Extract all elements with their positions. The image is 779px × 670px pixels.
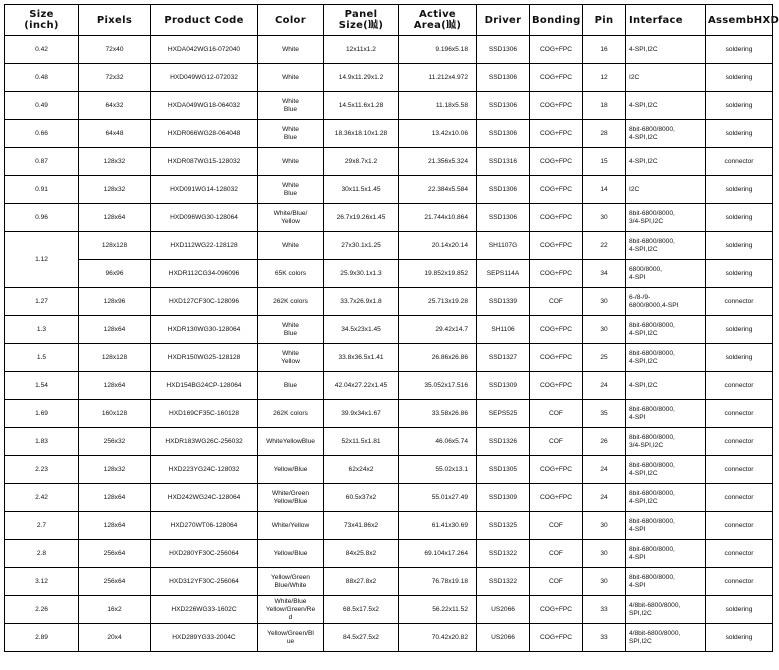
column-header-product-code: Product Code bbox=[151, 5, 258, 36]
cell-interface: 8bit-6800/8000, 4-SPI bbox=[626, 540, 706, 568]
cell-panel-size: 84x25.8x2 bbox=[324, 540, 399, 568]
cell-product-code: HXDA042WG16-072040 bbox=[151, 36, 258, 64]
column-header-interface: Interface bbox=[626, 5, 706, 36]
cell-interface: 8bit-6800/8000, 4-SPI,I2C bbox=[626, 232, 706, 260]
cell-assembly: soldering bbox=[706, 92, 773, 120]
cell-active-area: 21.744x10.864 bbox=[399, 204, 477, 232]
table-row bbox=[5, 372, 773, 400]
cell-pin: 15 bbox=[583, 148, 626, 176]
cell-pin: 24 bbox=[583, 484, 626, 512]
table-row bbox=[5, 288, 773, 316]
cell-active-area: 35.052x17.516 bbox=[399, 372, 477, 400]
cell-size: 0.66 bbox=[5, 120, 79, 148]
cell-panel-size: 60.5x37x2 bbox=[324, 484, 399, 512]
column-header-assembly: AssembHXD bbox=[706, 5, 773, 36]
cell-assembly: soldering bbox=[706, 316, 773, 344]
cell-color: White Blue bbox=[258, 92, 324, 120]
cell-driver: SSD1306 bbox=[477, 92, 530, 120]
cell-pin: 30 bbox=[583, 316, 626, 344]
cell-pixels: 128x32 bbox=[79, 176, 151, 204]
cell-driver: SSD1309 bbox=[477, 372, 530, 400]
cell-interface: 4-SPI,I2C bbox=[626, 148, 706, 176]
column-header-bonding: Bonding bbox=[530, 5, 583, 36]
cell-size: 0.42 bbox=[5, 36, 79, 64]
cell-pin: 35 bbox=[583, 400, 626, 428]
cell-active-area: 26.86x26.86 bbox=[399, 344, 477, 372]
cell-color: Blue bbox=[258, 372, 324, 400]
table-row bbox=[5, 624, 773, 652]
cell-bonding: COG+FPC bbox=[530, 148, 583, 176]
table-row bbox=[5, 316, 773, 344]
cell-assembly: connector bbox=[706, 568, 773, 596]
cell-color: Yellow/Green Blue/White bbox=[258, 568, 324, 596]
cell-assembly: soldering bbox=[706, 176, 773, 204]
cell-product-code: HXDR112CG34-096096 bbox=[151, 260, 258, 288]
cell-driver: SSD1306 bbox=[477, 36, 530, 64]
cell-interface: 6-/8-/9- 6800/8000,4-SPI bbox=[626, 288, 706, 316]
table-row bbox=[5, 204, 773, 232]
cell-driver: SEPS114A bbox=[477, 260, 530, 288]
cell-bonding: COG+FPC bbox=[530, 484, 583, 512]
cell-interface: 4-SPI,I2C bbox=[626, 372, 706, 400]
cell-pin: 14 bbox=[583, 176, 626, 204]
cell-active-area: 76.78x19.18 bbox=[399, 568, 477, 596]
cell-product-code: HXDA049WG18-064032 bbox=[151, 92, 258, 120]
cell-assembly: soldering bbox=[706, 204, 773, 232]
cell-active-area: 70.42x20.82 bbox=[399, 624, 477, 652]
table-row bbox=[5, 36, 773, 64]
cell-product-code: HXDR087WG15-128032 bbox=[151, 148, 258, 176]
cell-bonding: COF bbox=[530, 568, 583, 596]
cell-pixels: 128x64 bbox=[79, 372, 151, 400]
table-row bbox=[5, 484, 773, 512]
cell-size: 0.91 bbox=[5, 176, 79, 204]
cell-bonding: COG+FPC bbox=[530, 456, 583, 484]
cell-panel-size: 52x11.5x1.81 bbox=[324, 428, 399, 456]
cell-panel-size: 27x30.1x1.25 bbox=[324, 232, 399, 260]
column-header-panel-size: Panel Size(㍢) bbox=[324, 5, 399, 36]
cell-interface: 4/8bit-6800/8000, SPI,I2C bbox=[626, 596, 706, 624]
cell-active-area: 11.212x4.972 bbox=[399, 64, 477, 92]
cell-product-code: HXD049WG12-072032 bbox=[151, 64, 258, 92]
cell-pixels: 20x4 bbox=[79, 624, 151, 652]
cell-driver: SSD1306 bbox=[477, 176, 530, 204]
cell-pixels: 128x128 bbox=[79, 232, 151, 260]
cell-size: 0.96 bbox=[5, 204, 79, 232]
cell-active-area: 9.196x5.18 bbox=[399, 36, 477, 64]
cell-panel-size: 25.9x30.1x1.3 bbox=[324, 260, 399, 288]
cell-size: 1.27 bbox=[5, 288, 79, 316]
column-header-driver: Driver bbox=[477, 5, 530, 36]
cell-driver: SH1107G bbox=[477, 232, 530, 260]
cell-product-code: HXD096WG30-128064 bbox=[151, 204, 258, 232]
table-row bbox=[5, 92, 773, 120]
cell-pin: 24 bbox=[583, 372, 626, 400]
cell-panel-size: 73x41.86x2 bbox=[324, 512, 399, 540]
cell-product-code: HXD223YG24C-128032 bbox=[151, 456, 258, 484]
cell-pin: 30 bbox=[583, 512, 626, 540]
cell-panel-size: 30x11.5x1.45 bbox=[324, 176, 399, 204]
cell-pin: 16 bbox=[583, 36, 626, 64]
cell-color: Yellow/Blue bbox=[258, 540, 324, 568]
cell-product-code: HXDR066WG28-064048 bbox=[151, 120, 258, 148]
cell-assembly: soldering bbox=[706, 344, 773, 372]
table-row bbox=[5, 120, 773, 148]
cell-size: 2.42 bbox=[5, 484, 79, 512]
cell-color: White Blue bbox=[258, 176, 324, 204]
cell-panel-size: 34.5x23x1.45 bbox=[324, 316, 399, 344]
cell-interface: 8bit-6800/8000, 4-SPI bbox=[626, 400, 706, 428]
cell-pin: 12 bbox=[583, 64, 626, 92]
cell-bonding: COG+FPC bbox=[530, 344, 583, 372]
cell-driver: SSD1322 bbox=[477, 540, 530, 568]
spec-table-body bbox=[5, 36, 773, 652]
cell-pixels: 128x64 bbox=[79, 512, 151, 540]
column-header-pixels: Pixels bbox=[79, 5, 151, 36]
cell-pin: 30 bbox=[583, 568, 626, 596]
cell-panel-size: 26.7x19.26x1.45 bbox=[324, 204, 399, 232]
cell-bonding: COG+FPC bbox=[530, 372, 583, 400]
cell-interface: I2C bbox=[626, 176, 706, 204]
cell-bonding: COG+FPC bbox=[530, 120, 583, 148]
cell-driver: SSD1322 bbox=[477, 568, 530, 596]
cell-assembly: soldering bbox=[706, 64, 773, 92]
cell-size: 1.83 bbox=[5, 428, 79, 456]
table-row bbox=[5, 64, 773, 92]
cell-interface: 8bit-6800/8000, 4-SPI,I2C bbox=[626, 484, 706, 512]
cell-color: White Yellow bbox=[258, 344, 324, 372]
cell-panel-size: 33.8x36.5x1.41 bbox=[324, 344, 399, 372]
oled-spec-table bbox=[4, 4, 779, 652]
cell-bonding: COG+FPC bbox=[530, 624, 583, 652]
cell-panel-size: 62x24x2 bbox=[324, 456, 399, 484]
cell-bonding: COG+FPC bbox=[530, 92, 583, 120]
cell-product-code: HXD270WT06-128064 bbox=[151, 512, 258, 540]
cell-pin: 26 bbox=[583, 428, 626, 456]
cell-product-code: HXD242WG24C-128064 bbox=[151, 484, 258, 512]
cell-panel-size: 29x8.7x1.2 bbox=[324, 148, 399, 176]
table-row bbox=[5, 344, 773, 372]
cell-size: 1.3 bbox=[5, 316, 79, 344]
cell-active-area: 61.41x30.69 bbox=[399, 512, 477, 540]
cell-driver: SSD1326 bbox=[477, 428, 530, 456]
cell-pixels: 96x96 bbox=[79, 260, 151, 288]
cell-product-code: HXDR150WG25-128128 bbox=[151, 344, 258, 372]
cell-size: 1.69 bbox=[5, 400, 79, 428]
cell-size: 2.23 bbox=[5, 456, 79, 484]
cell-color: Yellow/Blue bbox=[258, 456, 324, 484]
cell-bonding: COG+FPC bbox=[530, 64, 583, 92]
column-header-pin: Pin bbox=[583, 5, 626, 36]
cell-color: 65K colors bbox=[258, 260, 324, 288]
cell-active-area: 25.713x19.28 bbox=[399, 288, 477, 316]
cell-color: White bbox=[258, 36, 324, 64]
cell-pin: 18 bbox=[583, 92, 626, 120]
cell-interface: 8bit-6800/8000, 4-SPI bbox=[626, 512, 706, 540]
cell-pin: 24 bbox=[583, 456, 626, 484]
cell-product-code: HXD112WG22-128128 bbox=[151, 232, 258, 260]
cell-pin: 22 bbox=[583, 232, 626, 260]
cell-bonding: COG+FPC bbox=[530, 596, 583, 624]
cell-color: White/Yellow bbox=[258, 512, 324, 540]
cell-pixels: 256x32 bbox=[79, 428, 151, 456]
cell-assembly: connector bbox=[706, 148, 773, 176]
cell-bonding: COF bbox=[530, 428, 583, 456]
cell-bonding: COG+FPC bbox=[530, 316, 583, 344]
table-row bbox=[5, 596, 773, 624]
cell-active-area: 55.01x27.49 bbox=[399, 484, 477, 512]
cell-assembly: soldering bbox=[706, 36, 773, 64]
cell-panel-size: 14.5x11.6x1.28 bbox=[324, 92, 399, 120]
cell-interface: 4-SPI,I2C bbox=[626, 36, 706, 64]
cell-product-code: HXD312YF30C-256064 bbox=[151, 568, 258, 596]
cell-pixels: 64x48 bbox=[79, 120, 151, 148]
cell-pixels: 160x128 bbox=[79, 400, 151, 428]
cell-bonding: COF bbox=[530, 540, 583, 568]
cell-pin: 28 bbox=[583, 120, 626, 148]
cell-panel-size: 68.5x17.5x2 bbox=[324, 596, 399, 624]
cell-panel-size: 14.9x11.29x1.2 bbox=[324, 64, 399, 92]
cell-color: White/Green Yellow/Blue bbox=[258, 484, 324, 512]
cell-color: White bbox=[258, 148, 324, 176]
cell-assembly: connector bbox=[706, 372, 773, 400]
cell-product-code: HXD091WG14-128032 bbox=[151, 176, 258, 204]
cell-size: 3.12 bbox=[5, 568, 79, 596]
cell-bonding: COF bbox=[530, 512, 583, 540]
cell-driver: SSD1327 bbox=[477, 344, 530, 372]
cell-assembly: connector bbox=[706, 428, 773, 456]
column-header-color: Color bbox=[258, 5, 324, 36]
cell-pin: 30 bbox=[583, 204, 626, 232]
cell-size: 2.8 bbox=[5, 540, 79, 568]
table-row bbox=[5, 568, 773, 596]
cell-panel-size: 12x11x1.2 bbox=[324, 36, 399, 64]
cell-pixels: 256x64 bbox=[79, 540, 151, 568]
cell-driver: SSD1316 bbox=[477, 148, 530, 176]
cell-active-area: 55.02x13.1 bbox=[399, 456, 477, 484]
cell-panel-size: 84.5x27.5x2 bbox=[324, 624, 399, 652]
cell-assembly: connector bbox=[706, 288, 773, 316]
cell-size: 2.26 bbox=[5, 596, 79, 624]
cell-assembly: soldering bbox=[706, 232, 773, 260]
cell-size: 0.49 bbox=[5, 92, 79, 120]
table-row bbox=[5, 232, 773, 260]
cell-assembly: soldering bbox=[706, 260, 773, 288]
cell-pin: 25 bbox=[583, 344, 626, 372]
cell-interface: I2C bbox=[626, 64, 706, 92]
cell-bonding: COG+FPC bbox=[530, 204, 583, 232]
cell-pixels: 16x2 bbox=[79, 596, 151, 624]
cell-bonding: COG+FPC bbox=[530, 176, 583, 204]
cell-interface: 8bit-6800/8000, 4-SPI,I2C bbox=[626, 316, 706, 344]
cell-active-area: 29.42x14.7 bbox=[399, 316, 477, 344]
cell-bonding: COG+FPC bbox=[530, 232, 583, 260]
cell-panel-size: 39.9x34x1.67 bbox=[324, 400, 399, 428]
cell-product-code: HXD289YG33-2004C bbox=[151, 624, 258, 652]
cell-assembly: connector bbox=[706, 484, 773, 512]
cell-pixels: 72x32 bbox=[79, 64, 151, 92]
cell-pixels: 256x64 bbox=[79, 568, 151, 596]
cell-color: White bbox=[258, 64, 324, 92]
cell-assembly: connector bbox=[706, 540, 773, 568]
cell-color: White/Blue/ Yellow bbox=[258, 204, 324, 232]
cell-pixels: 128x32 bbox=[79, 456, 151, 484]
cell-size: 2.89 bbox=[5, 624, 79, 652]
cell-driver: SSD1306 bbox=[477, 64, 530, 92]
cell-product-code: HXD154BG24CP-128064 bbox=[151, 372, 258, 400]
spec-table-container bbox=[4, 4, 779, 652]
cell-active-area: 46.06x5.74 bbox=[399, 428, 477, 456]
cell-product-code: HXD169CF35C-160128 bbox=[151, 400, 258, 428]
cell-product-code: HXD127CF30C-128096 bbox=[151, 288, 258, 316]
cell-driver: SSD1306 bbox=[477, 204, 530, 232]
cell-pixels: 64x32 bbox=[79, 92, 151, 120]
cell-panel-size: 33.7x26.9x1.8 bbox=[324, 288, 399, 316]
cell-assembly: soldering bbox=[706, 120, 773, 148]
cell-panel-size: 42.04x27.22x1.45 bbox=[324, 372, 399, 400]
cell-assembly: soldering bbox=[706, 596, 773, 624]
cell-interface: 8bit-6800/8000, 4-SPI,I2C bbox=[626, 120, 706, 148]
cell-active-area: 13.42x10.06 bbox=[399, 120, 477, 148]
cell-color: White bbox=[258, 232, 324, 260]
table-row bbox=[5, 176, 773, 204]
column-header-size: Size (inch) bbox=[5, 5, 79, 36]
cell-driver: US2066 bbox=[477, 596, 530, 624]
cell-interface: 8bit-6800/8000, 4-SPI,I2C bbox=[626, 456, 706, 484]
cell-product-code: HXD280YF30C-256064 bbox=[151, 540, 258, 568]
cell-driver: SSD1339 bbox=[477, 288, 530, 316]
cell-driver: SSD1306 bbox=[477, 120, 530, 148]
cell-interface: 8bit-6800/8000, 3/4-SPI,I2C bbox=[626, 428, 706, 456]
cell-driver: SSD1305 bbox=[477, 456, 530, 484]
header-row bbox=[5, 5, 773, 36]
cell-interface: 6800/8000, 4-SPI bbox=[626, 260, 706, 288]
cell-driver: US2066 bbox=[477, 624, 530, 652]
table-row bbox=[5, 428, 773, 456]
cell-interface: 8bit-6800/8000, 3/4-SPI,I2C bbox=[626, 204, 706, 232]
cell-panel-size: 88x27.8x2 bbox=[324, 568, 399, 596]
cell-active-area: 21.356x5.324 bbox=[399, 148, 477, 176]
table-row bbox=[5, 260, 773, 288]
cell-product-code: HXD226WG33-1602C bbox=[151, 596, 258, 624]
table-row bbox=[5, 148, 773, 176]
cell-color: Yellow/Green/Bl ue bbox=[258, 624, 324, 652]
cell-bonding: COF bbox=[530, 400, 583, 428]
cell-assembly: connector bbox=[706, 512, 773, 540]
cell-interface: 4/8bit-6800/8000, SPI,I2C bbox=[626, 624, 706, 652]
cell-pixels: 128x128 bbox=[79, 344, 151, 372]
cell-active-area: 20.14x20.14 bbox=[399, 232, 477, 260]
cell-bonding: COG+FPC bbox=[530, 260, 583, 288]
column-header-active-area: Active Area(㍢) bbox=[399, 5, 477, 36]
cell-pixels: 128x96 bbox=[79, 288, 151, 316]
cell-active-area: 69.104x17.264 bbox=[399, 540, 477, 568]
cell-color: White/Blue Yellow/Green/Re d bbox=[258, 596, 324, 624]
cell-bonding: COF bbox=[530, 288, 583, 316]
cell-active-area: 22.384x5.584 bbox=[399, 176, 477, 204]
cell-size: 1.12 bbox=[5, 232, 79, 288]
cell-size: 1.54 bbox=[5, 372, 79, 400]
cell-size: 1.5 bbox=[5, 344, 79, 372]
cell-color: White Blue bbox=[258, 120, 324, 148]
cell-panel-size: 18.36x18.10x1.28 bbox=[324, 120, 399, 148]
cell-interface: 8bit-6800/8000, 4-SPI,I2C bbox=[626, 344, 706, 372]
cell-pin: 30 bbox=[583, 540, 626, 568]
cell-assembly: connector bbox=[706, 456, 773, 484]
cell-pin: 34 bbox=[583, 260, 626, 288]
cell-pixels: 128x64 bbox=[79, 316, 151, 344]
cell-interface: 4-SPI,I2C bbox=[626, 92, 706, 120]
cell-color: 262K colors bbox=[258, 288, 324, 316]
cell-active-area: 33.58x26.86 bbox=[399, 400, 477, 428]
cell-size: 0.87 bbox=[5, 148, 79, 176]
table-row bbox=[5, 540, 773, 568]
cell-driver: SSD1309 bbox=[477, 484, 530, 512]
cell-size: 0.48 bbox=[5, 64, 79, 92]
cell-assembly: connector bbox=[706, 400, 773, 428]
cell-color: White Blue bbox=[258, 316, 324, 344]
table-row bbox=[5, 456, 773, 484]
cell-driver: SSD1325 bbox=[477, 512, 530, 540]
cell-pixels: 128x64 bbox=[79, 484, 151, 512]
cell-interface: 8bit-6800/8000, 4-SPI bbox=[626, 568, 706, 596]
table-row bbox=[5, 512, 773, 540]
cell-pin: 33 bbox=[583, 624, 626, 652]
cell-product-code: HXDR183WG26C-256032 bbox=[151, 428, 258, 456]
cell-assembly: soldering bbox=[706, 624, 773, 652]
cell-pixels: 72x40 bbox=[79, 36, 151, 64]
table-row bbox=[5, 400, 773, 428]
cell-color: WhiteYellowBlue bbox=[258, 428, 324, 456]
cell-active-area: 19.852x19.852 bbox=[399, 260, 477, 288]
cell-pin: 33 bbox=[583, 596, 626, 624]
cell-product-code: HXDR130WG30-128064 bbox=[151, 316, 258, 344]
cell-bonding: COG+FPC bbox=[530, 36, 583, 64]
cell-active-area: 56.22x11.52 bbox=[399, 596, 477, 624]
cell-driver: SH1106 bbox=[477, 316, 530, 344]
cell-size: 2.7 bbox=[5, 512, 79, 540]
cell-pin: 30 bbox=[583, 288, 626, 316]
cell-color: 262K colors bbox=[258, 400, 324, 428]
cell-pixels: 128x32 bbox=[79, 148, 151, 176]
cell-driver: SEPS525 bbox=[477, 400, 530, 428]
cell-pixels: 128x64 bbox=[79, 204, 151, 232]
cell-active-area: 11.18x5.58 bbox=[399, 92, 477, 120]
